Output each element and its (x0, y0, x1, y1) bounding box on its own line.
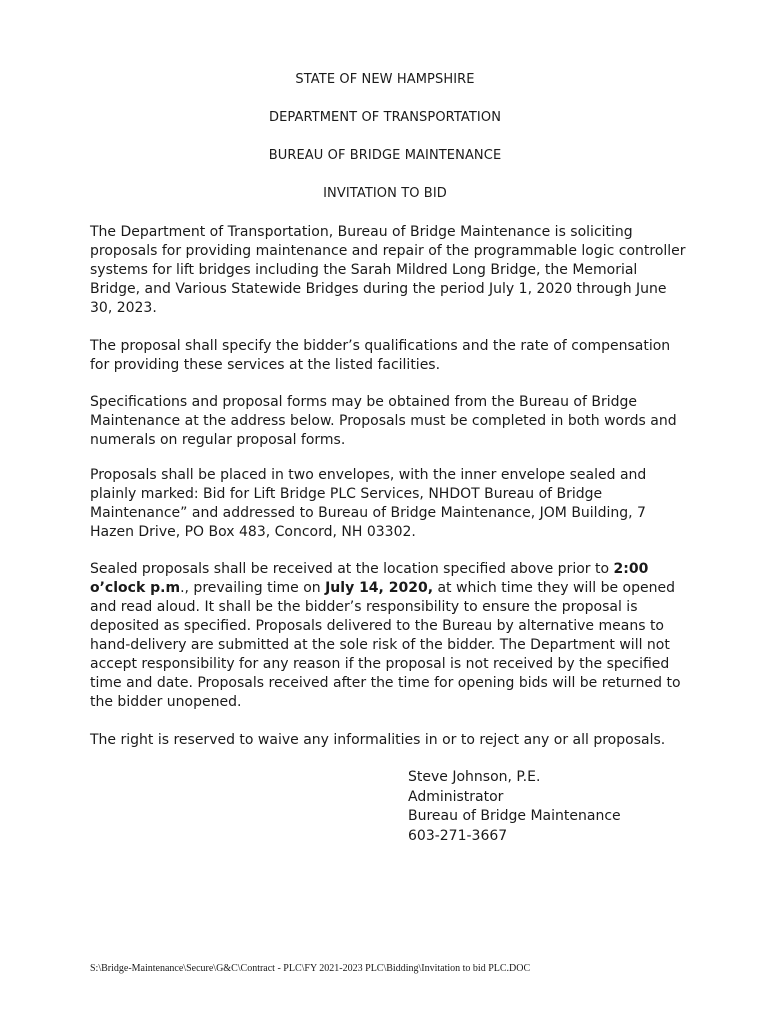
signature-title: Administrator (408, 788, 504, 805)
sealed-text-2: ., prevailing time on (180, 580, 326, 596)
deadline-date: July 14, 2020, (325, 580, 434, 596)
signature-block (408, 768, 621, 846)
footer-file-path: S:\Bridge-Maintenance\Secure\G&C\Contract - PLC\FY 2021-2023 PLC\Bidding\Invitation to bid PLC.DOC (90, 963, 531, 974)
deadline-time: 2:00 o’clock p.m (90, 561, 649, 596)
sealed-text-3: at which time they will be opened and read aloud. It shall be the bidder’s responsibility to ensure the proposal is deposited as specified. Proposals delivered to the Bureau by alternative means to hand-delivery are submitted at the sole risk of the bidder. The Department will not accept responsibility for any reason if the proposal is not received by the specified time and date. Proposals received after the time for opening bids will be returned to the bidder unopened. (90, 580, 681, 710)
heading-bureau: BUREAU OF BRIDGE MAINTENANCE (268, 148, 502, 163)
heading-state: STATE OF NEW HAMPSHIRE (295, 72, 475, 87)
paragraph-solicitation: The Department of Transportation, Bureau of Bridge Maintenance is soliciting proposals for providing maintenance and repair of the programmable logic controller systems for lift bridges including the Sarah Mildred Long Bridge, the Memorial Bridge, and Various Statewide Bridges during the period July 1, 2020 through June 30, 2023. (90, 224, 686, 316)
sealed-text-1: Sealed proposals shall be received at the location specified above prior to (90, 561, 614, 577)
paragraph-envelopes: Proposals shall be placed in two envelopes, with the inner envelope sealed and plainly marked: Bid for Lift Bridge PLC Services, NHDOT Bureau of Bridge Maintenance” and addressed to Bureau of Bridge Maintenance, JOM Building, 7 Hazen Drive, PO Box 483, Concord, NH 03302. (90, 467, 647, 540)
signature-bureau: Bureau of Bridge Maintenance (408, 808, 621, 824)
paragraph-specifications: Specifications and proposal forms may be obtained from the Bureau of Bridge Maintenance at the address below. Proposals must be completed in both words and numerals on regular proposal forms. (90, 394, 677, 448)
heading-title: INVITATION TO BID (323, 186, 447, 201)
paragraph-sealed-proposals (90, 560, 690, 712)
signature-name: Steve Johnson, P.E. (408, 769, 541, 785)
heading-department: DEPARTMENT OF TRANSPORTATION (268, 110, 502, 125)
signature-phone: 603-271-3667 (408, 827, 508, 844)
paragraph-rights-reserved: The right is reserved to waive any informalities in or to reject any or all proposals. (90, 732, 666, 748)
paragraph-qualifications: The proposal shall specify the bidder’s qualifications and the rate of compensation for providing these services at the listed facilities. (90, 338, 671, 373)
